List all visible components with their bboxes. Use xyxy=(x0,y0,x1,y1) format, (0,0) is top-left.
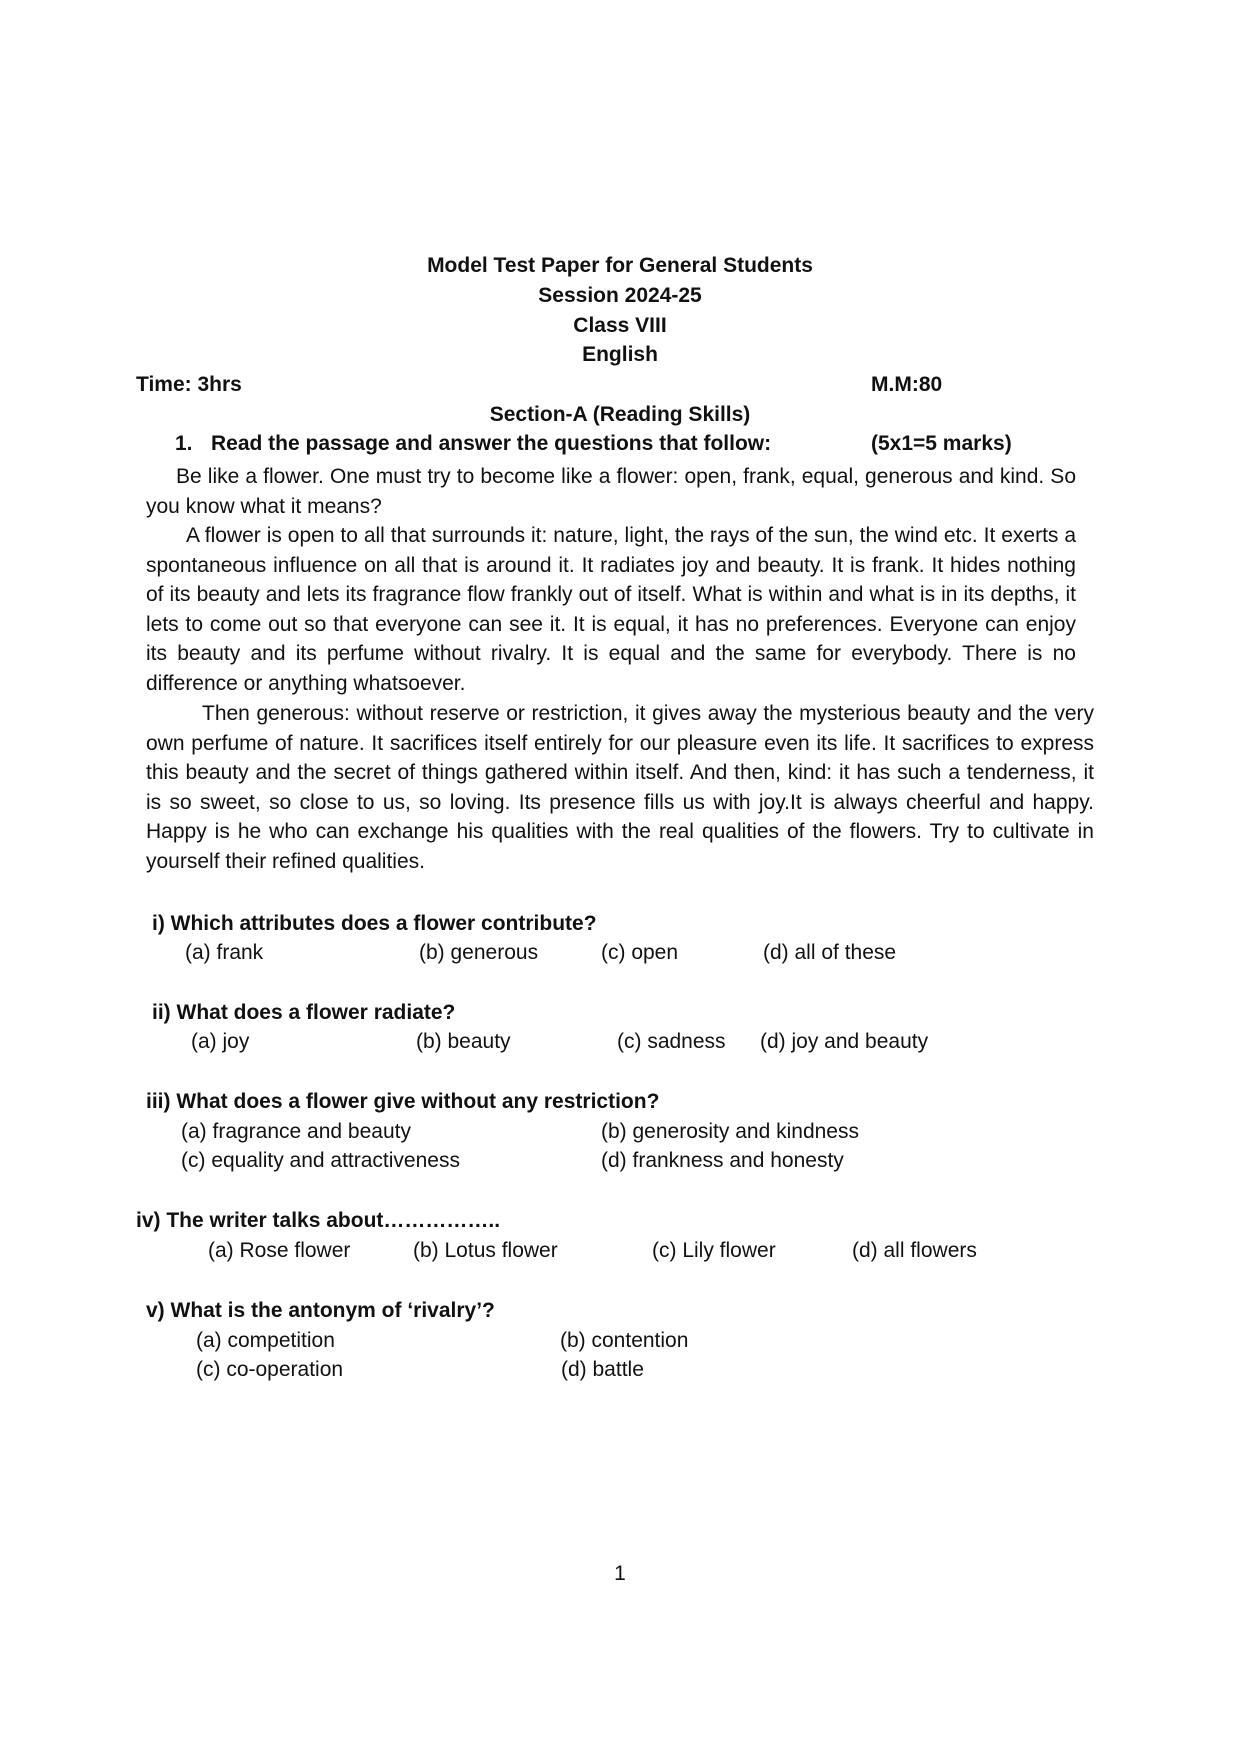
passage-paragraph-1: Be like a flower. One must try to become like a flower: open, frank, equal, generous and kind. So you know what it means? xyxy=(146,465,1076,518)
question-ii-option-d: (d) joy and beauty xyxy=(760,1030,929,1053)
section-heading: Section-A (Reading Skills) xyxy=(489,403,751,426)
question-marks: (5x1=5 marks) xyxy=(871,432,1012,455)
question-i-option-a: (a) frank xyxy=(185,941,264,964)
question-instruction: Read the passage and answer the questions that follow: xyxy=(211,432,772,455)
time-label: Time: 3hrs xyxy=(136,373,242,396)
question-i-option-b: (b) generous xyxy=(419,941,539,964)
question-iii-option-c: (c) equality and attractiveness xyxy=(181,1149,460,1172)
question-v-option-c: (c) co-operation xyxy=(196,1358,344,1381)
question-iii-option-d: (d) frankness and honesty xyxy=(601,1149,844,1172)
session-label: Session 2024-25 xyxy=(538,284,702,307)
question-iii: iii) What does a flower give without any restriction? xyxy=(146,1090,660,1113)
question-number: 1. xyxy=(175,432,193,455)
question-v: v) What is the antonym of ‘rivalry’? xyxy=(146,1299,495,1322)
question-ii-option-c: (c) sadness xyxy=(617,1030,726,1053)
question-ii-option-a: (a) joy xyxy=(191,1030,250,1053)
question-v-option-a: (a) competition xyxy=(196,1329,335,1352)
question-iii-option-b: (b) generosity and kindness xyxy=(601,1120,859,1143)
question-iv-option-d: (d) all flowers xyxy=(852,1239,977,1262)
paper-title: Model Test Paper for General Students xyxy=(427,254,813,277)
question-iv-option-c: (c) Lily flower xyxy=(652,1239,776,1262)
passage-paragraph-2: A flower is open to all that surrounds it: nature, light, the rays of the sun, the wind etc. It exerts a spontaneous influence on all that is around it. It radiates joy and beauty. It is frank. It hides nothing of its beauty and lets its fragrance flow frankly out of itself. What is within and what is in its depths, it lets to come out so that everyone can see it. It is equal, it has no preferences. Everyone can enjoy its beauty and its perfume without rivalry. It is equal and the same for everybody. There is no difference or anything whatsoever. xyxy=(146,524,1076,695)
question-v-option-d: (d) battle xyxy=(561,1358,644,1381)
page-number: 1 xyxy=(614,1562,626,1585)
question-iv-option-a: (a) Rose flower xyxy=(208,1239,351,1262)
question-ii: ii) What does a flower radiate? xyxy=(152,1001,456,1024)
question-v-option-b: (b) contention xyxy=(560,1329,689,1352)
question-ii-option-b: (b) beauty xyxy=(416,1030,511,1053)
question-i-option-d: (d) all of these xyxy=(763,941,897,964)
subject-label: English xyxy=(582,343,658,366)
question-iv-option-b: (b) Lotus flower xyxy=(413,1239,558,1262)
class-label: Class VIII xyxy=(573,314,667,337)
question-iii-option-a: (a) fragrance and beauty xyxy=(181,1120,411,1143)
question-i: i) Which attributes does a flower contribute? xyxy=(152,912,597,935)
question-i-option-c: (c) open xyxy=(601,941,679,964)
passage-paragraph-3: Then generous: without reserve or restriction, it gives away the mysterious beauty and the very own perfume of nature. It sacrifices itself entirely for our pleasure even its life. It sacrifices to express this beauty and the secret of things gathered within itself. And then, kind: it has such a tenderness, it is so sweet, so close to us, so loving. Its presence fills us with joy.It is always cheerful and happy. Happy is he who can exchange his qualities with the real qualities of the flowers. Try to cultivate in yourself their refined qualities. xyxy=(146,702,1094,873)
max-marks-label: M.M:80 xyxy=(871,373,943,396)
question-iv: iv) The writer talks about…………….. xyxy=(136,1209,501,1232)
